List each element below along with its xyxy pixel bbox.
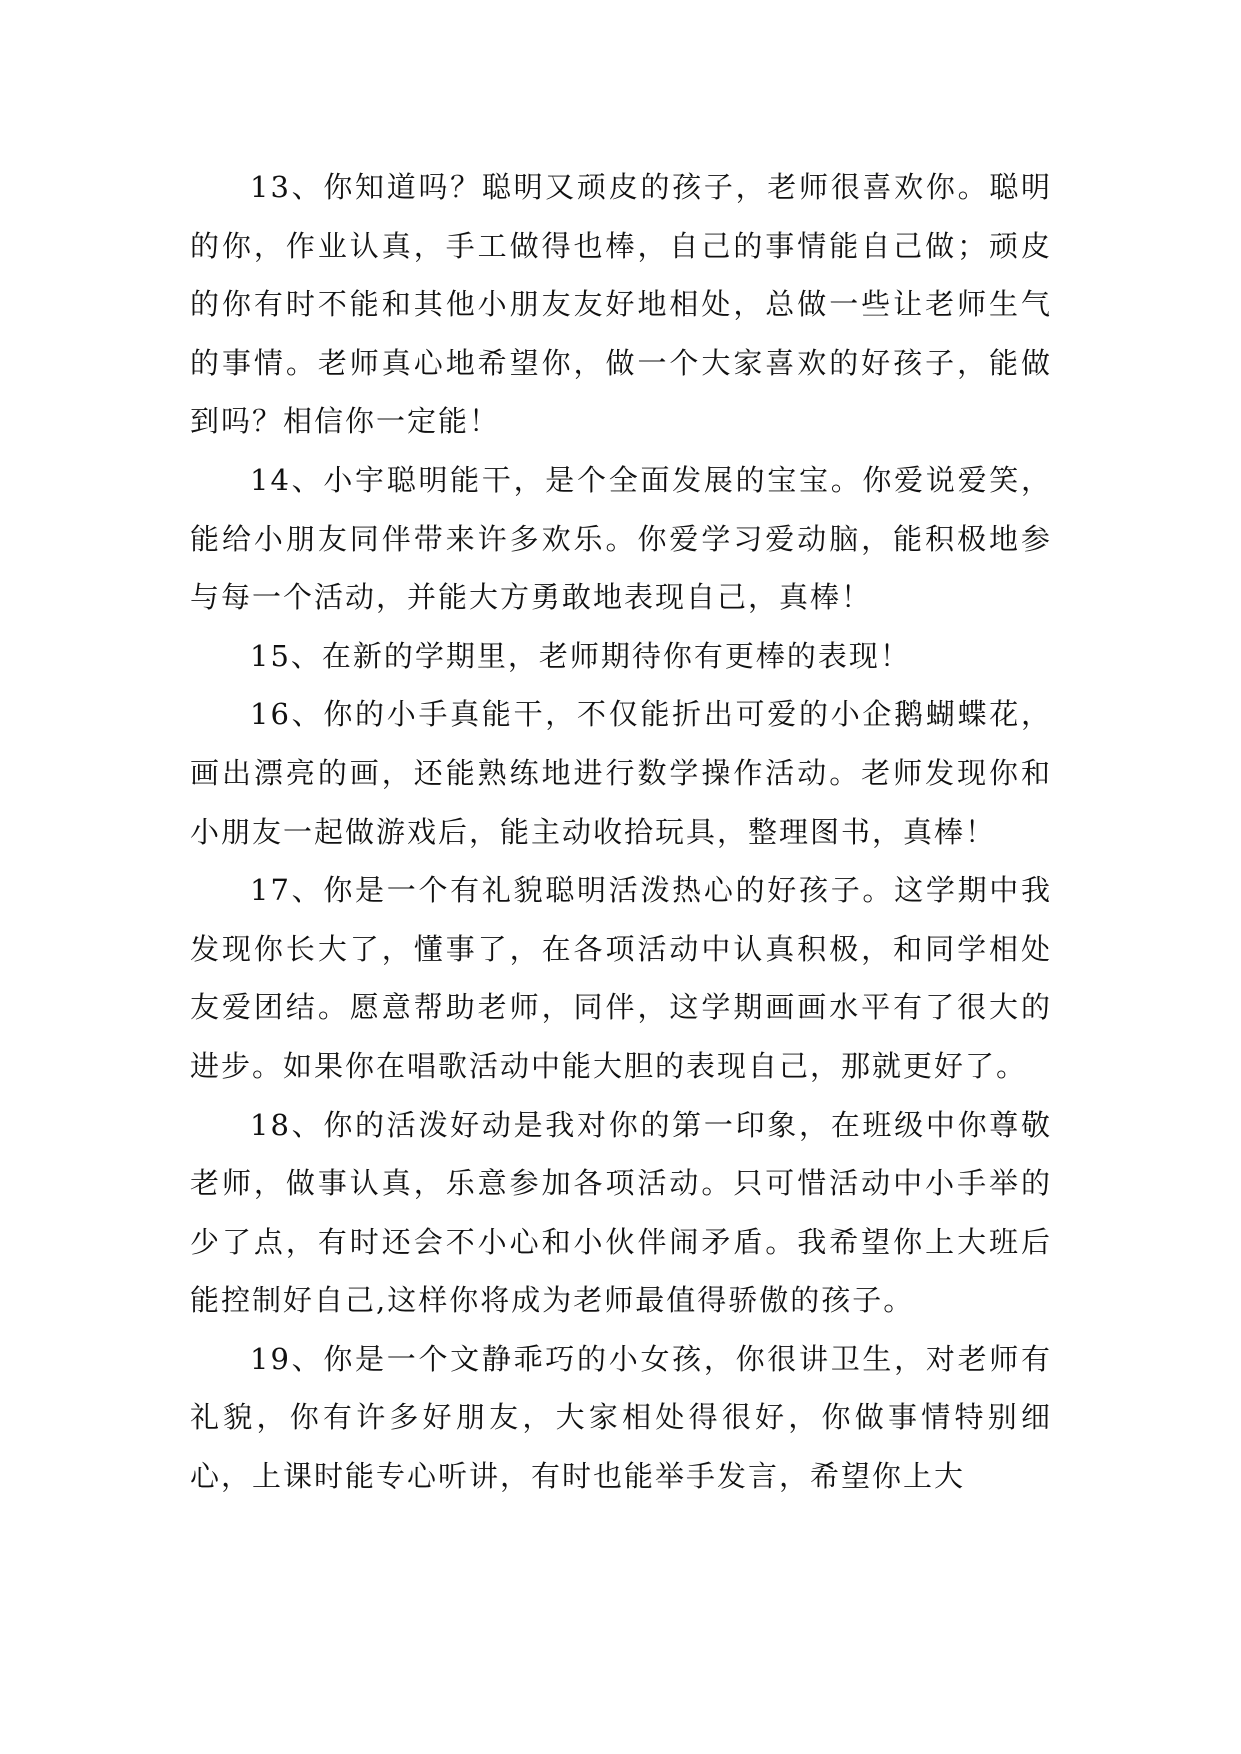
comment-paragraph-14: 14、小宇聪明能干，是个全面发展的宝宝。你爱说爱笑，能给小朋友同伴带来许多欢乐。你爱学习爱动脑，能积极地参与每一个活动，并能大方勇敢地表现自己，真棒！	[190, 462, 1052, 615]
comment-paragraph-19: 19、你是一个文静乖巧的小女孩，你很讲卫生，对老师有礼貌，你有许多好朋友，大家相处得很好，你做事情特别细心，上课时能专心听讲，有时也能举手发言，希望你上大	[190, 1341, 1052, 1494]
document-body	[190, 158, 1052, 1506]
comment-paragraph-13: 13、你知道吗？聪明又顽皮的孩子，老师很喜欢你。聪明的你，作业认真，手工做得也棒，自己的事情能自己做；顽皮的你有时不能和其他小朋友友好地相处，总做一些让老师生气的事情。老师真心地希望你，做一个大家喜欢的好孩子，能做到吗？相信你一定能！	[190, 170, 1052, 439]
comment-paragraph-16: 16、你的小手真能干，不仅能折出可爱的小企鹅蝴蝶花，画出漂亮的画，还能熟练地进行数学操作活动。老师发现你和小朋友一起做游戏后，能主动收拾玩具，整理图书，真棒！	[190, 697, 1052, 849]
comment-paragraph-18: 18、你的活泼好动是我对你的第一印象，在班级中你尊敬老师，做事认真，乐意参加各项活动。只可惜活动中小手举的少了点，有时还会不小心和小伙伴闹矛盾。我希望你上大班后能控制好自己,这样你将成为老师最值得骄傲的孩子。	[190, 1107, 1052, 1318]
comment-paragraph-15: 15、在新的学期里，老师期待你有更棒的表现！	[250, 638, 911, 673]
comment-paragraph-17: 17、你是一个有礼貌聪明活泼热心的好孩子。这学期中我发现你长大了，懂事了，在各项活动中认真积极，和同学相处友爱团结。愿意帮助老师，同伴，这学期画画水平有了很大的进步。如果你在唱歌活动中能大胆的表现自己，那就更好了。	[190, 873, 1052, 1083]
